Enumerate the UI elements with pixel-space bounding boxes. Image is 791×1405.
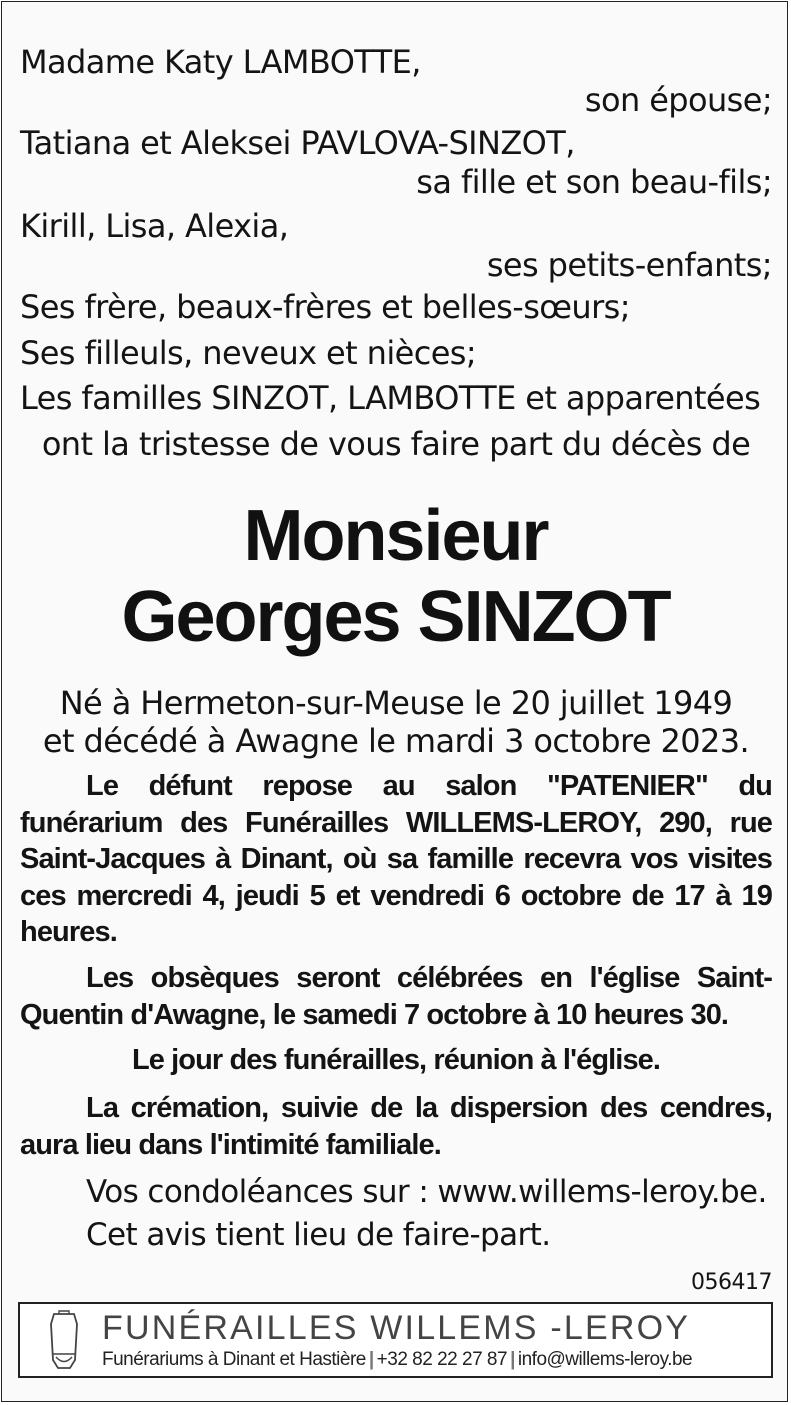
- family-relation: ses petits-enfants;: [486, 246, 772, 284]
- cremation-text: La crémation, suivie de la dispersion des cendres, aura lieu dans l'intimité familiale.: [20, 1092, 772, 1161]
- reference-number: 056417: [691, 1270, 772, 1295]
- brand-name: FUNÉRAILLES WILLEMS -LEROY: [102, 1309, 691, 1347]
- deceased-name: Georges SINZOT: [121, 577, 670, 657]
- visitation-text: Le défunt repose au salon "PATENIER" du funérarium des Funérailles WILLEMS-LEROY, 290, rue Saint-Jacques à Dinant, où sa famille recevra vos visites ces mercredi 4, jeudi 5 et vendredi 6 octobre de 17 à 19 heures.: [20, 770, 772, 948]
- meeting-paragraph: Le jour des funérailles, réunion à l'église.: [131, 1044, 661, 1076]
- funeral-text: Les obsèques seront célébrées en l'église Saint-Quentin d'Awagne, le samedi 7 octobre à 10 heures 30.: [20, 962, 772, 1031]
- email-address: info@willems-leroy.be: [517, 1349, 693, 1370]
- family-line: Kirill, Lisa, Alexia,: [20, 207, 289, 245]
- condolences-line: Vos condoléances sur : www.willems-leroy.be.: [86, 1174, 767, 1210]
- family-line: Madame Katy LAMBOTTE,: [20, 43, 421, 81]
- funeral-home-banner: [18, 1302, 773, 1378]
- family-line: Ses frère, beaux-frères et belles-sœurs;: [20, 288, 630, 326]
- phone-number: +32 82 22 27 87: [376, 1349, 508, 1370]
- announcement-line: ont la tristesse de vous faire part du décès de: [41, 425, 751, 463]
- death-line: et décédé à Awagne le mardi 3 octobre 2023.: [42, 722, 750, 760]
- deceased-title: Monsieur: [243, 496, 548, 576]
- family-line: Ses filleuls, neveux et nièces;: [20, 334, 477, 372]
- visitation-paragraph: [20, 768, 772, 951]
- family-relation: sa fille et son beau-fils;: [416, 163, 772, 201]
- notice-line: Cet avis tient lieu de faire-part.: [86, 1217, 551, 1253]
- cremation-paragraph: [20, 1090, 772, 1163]
- birth-line: Né à Hermeton-sur-Meuse le 20 juillet 1949: [59, 684, 733, 722]
- funerarium-locations: Funérariums à Dinant et Hastière: [102, 1349, 366, 1370]
- urn-icon: [44, 1310, 84, 1372]
- funeral-paragraph: [20, 960, 772, 1033]
- family-line: Tatiana et Aleksei PAVLOVA-SINZOT,: [20, 124, 575, 162]
- family-relation: son épouse;: [584, 81, 772, 119]
- contact-line: Funérariums à Dinant et Hastière | +32 82 22 27 87 | info@willems-leroy.be: [102, 1349, 693, 1370]
- family-line: Les familles SINZOT, LAMBOTTE et apparentées: [20, 379, 761, 417]
